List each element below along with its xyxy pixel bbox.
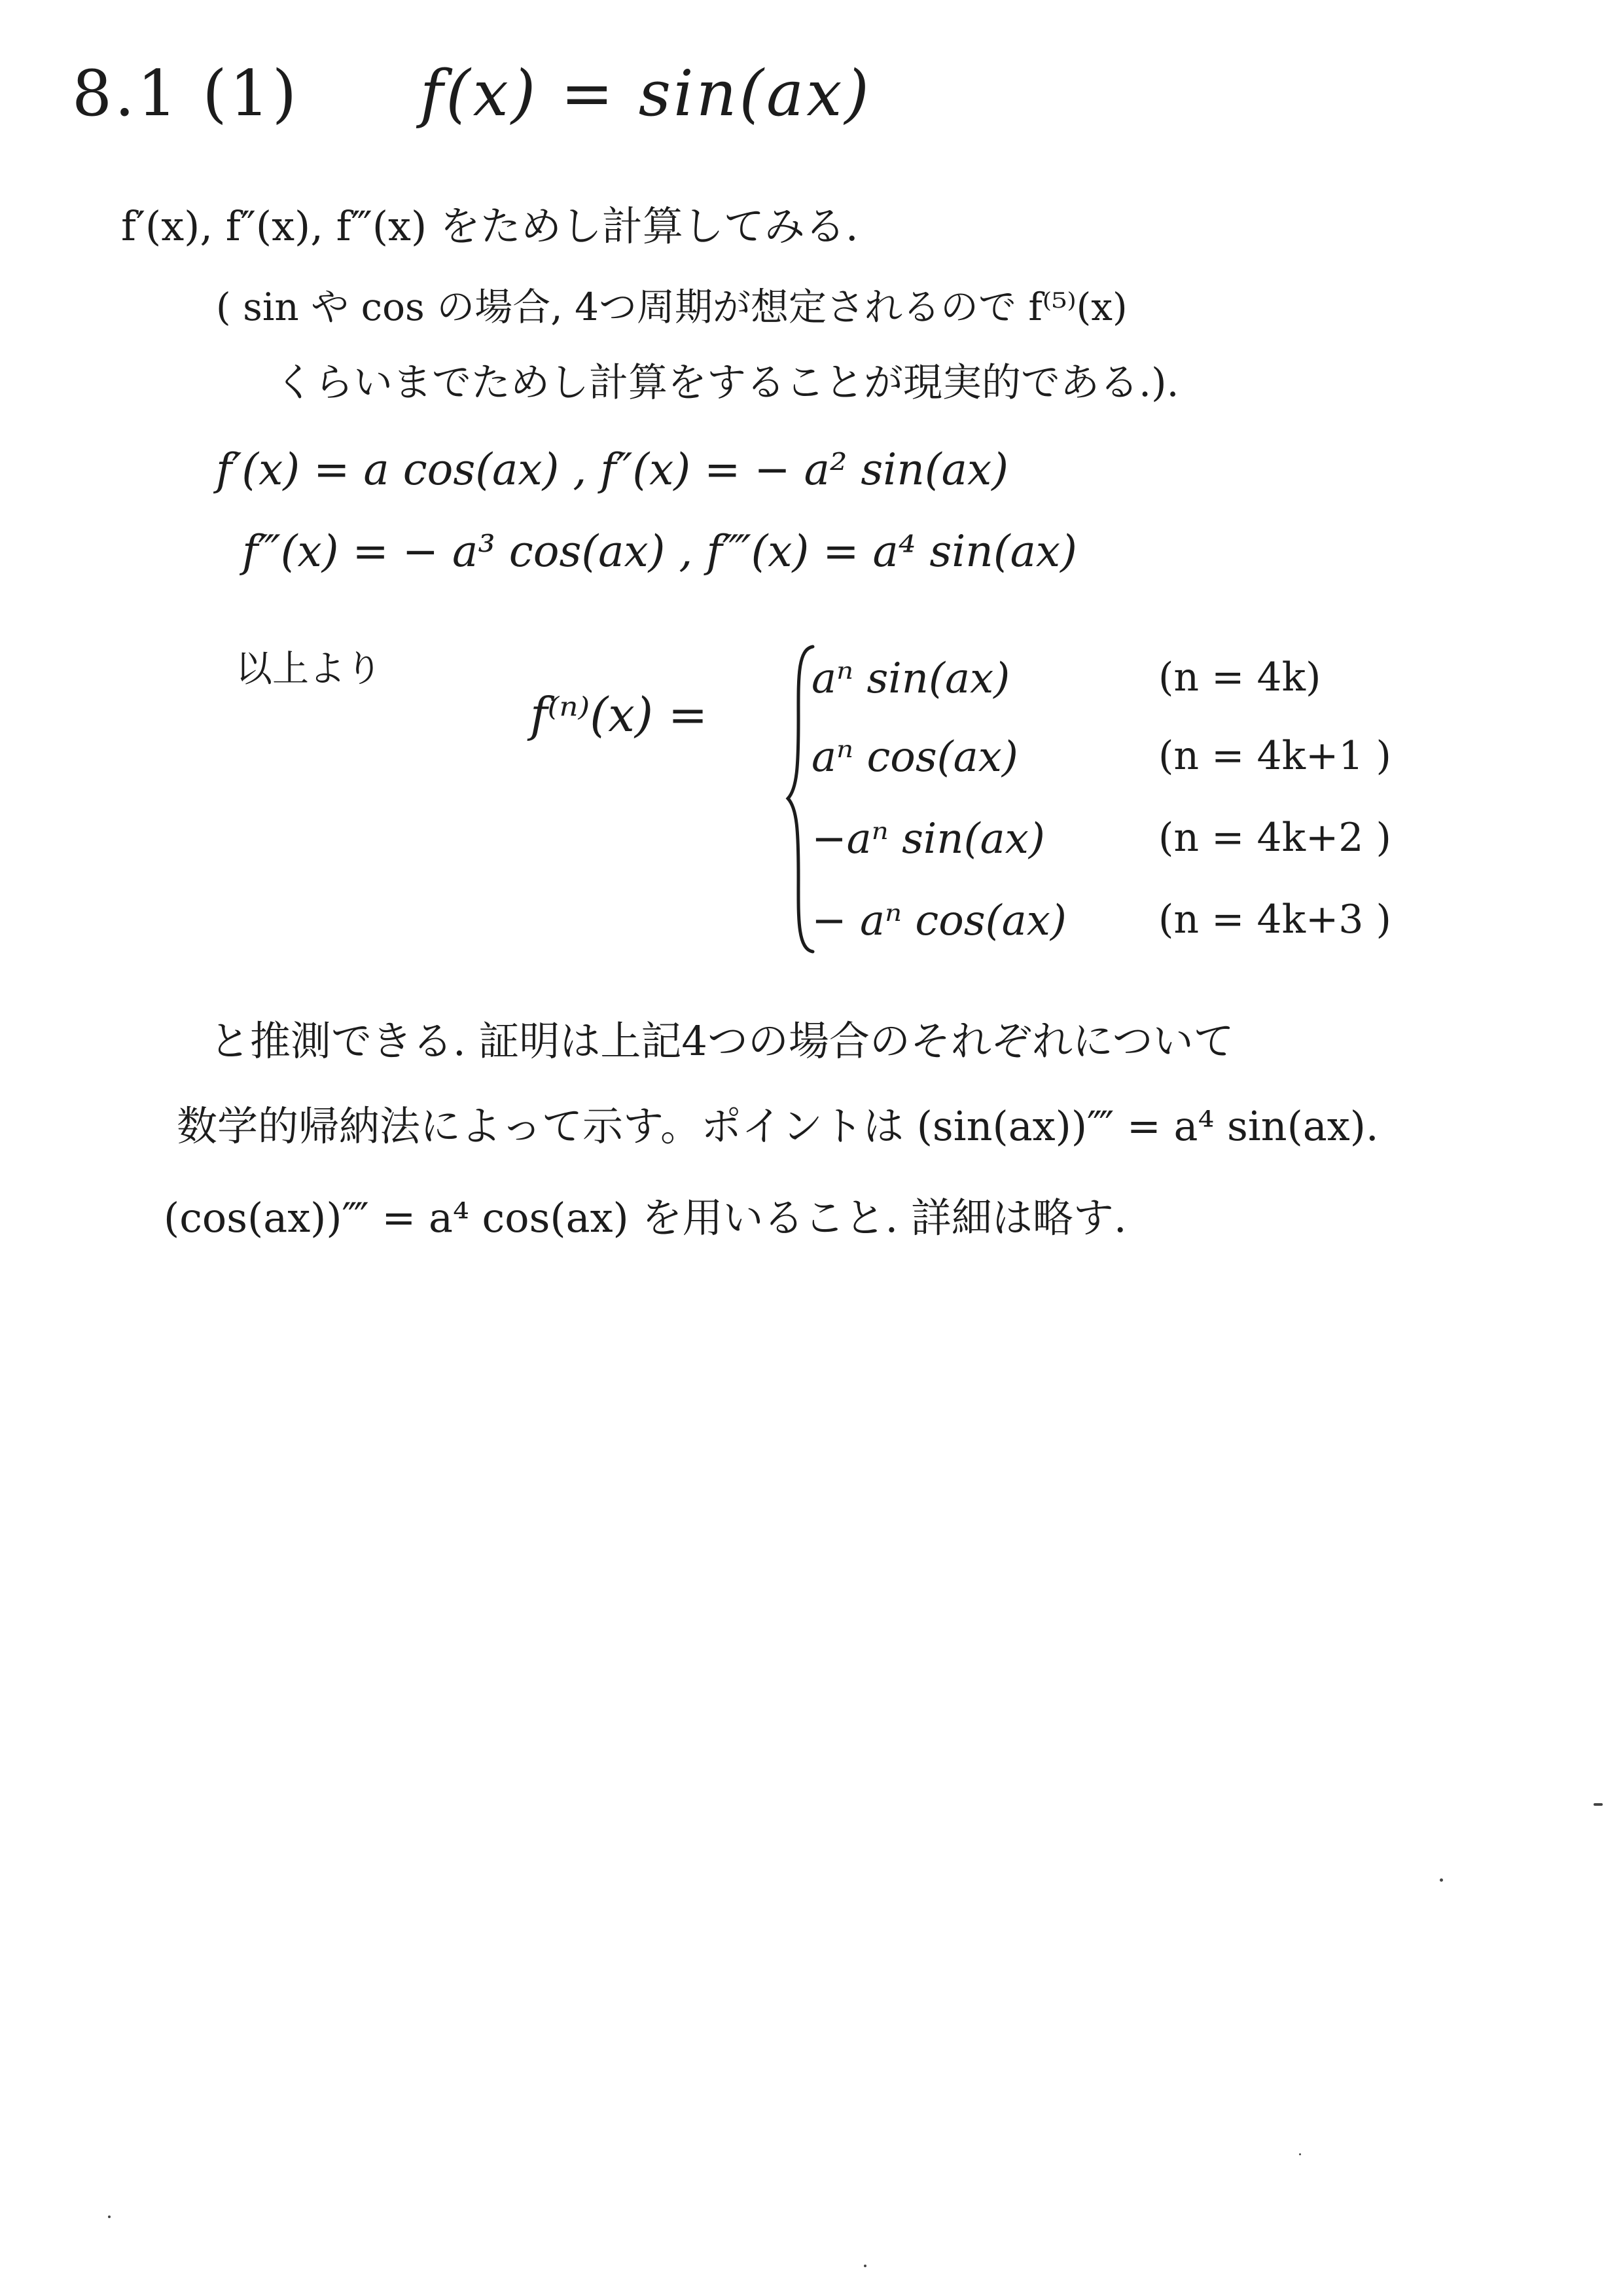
piecewise-cases	[785, 641, 1391, 956]
case-row	[812, 655, 1321, 703]
problem-number: 8.1 (1)	[72, 57, 300, 130]
paper-speck	[1594, 1803, 1603, 1806]
paper-speck	[864, 2265, 866, 2267]
paper-speck	[1440, 1878, 1443, 1882]
derivative-line-1: f′(x) = a cos(ax) , f″(x) = − a² sin(ax)	[216, 444, 1008, 495]
note-line-2: くらいまでためし計算をすることが現実的である.).	[275, 360, 1179, 406]
case-condition: (n = 4k+1 )	[1158, 733, 1391, 779]
paper-speck	[1299, 2153, 1301, 2155]
nth-derivative-lhs: f⁽ⁿ⁾(x) =	[530, 687, 708, 742]
intro-line: f′(x), f″(x), f‴(x) をためし計算してみる.	[121, 202, 859, 250]
conclusion-line-1: と推測できる. 証明は上記4つの場合のそれぞれについて	[209, 1017, 1234, 1065]
paper-speck	[108, 2215, 111, 2218]
problem-function: f(x) = sin(ax)	[419, 57, 872, 130]
case-row	[812, 897, 1391, 945]
case-expression: − aⁿ cos(ax)	[812, 897, 1067, 945]
case-condition: (n = 4k+2 )	[1158, 815, 1391, 861]
case-condition: (n = 4k)	[1158, 655, 1321, 700]
derivative-line-2: f‴(x) = − a³ cos(ax) , f⁗(x) = a⁴ sin(ax)	[242, 526, 1077, 577]
problem-header	[72, 57, 872, 130]
case-row	[812, 733, 1391, 781]
conclusion-line-3: (cos(ax))⁗ = a⁴ cos(ax) を用いること. 詳細は略す.	[164, 1194, 1127, 1242]
therefore-label: 以上より	[236, 648, 382, 691]
case-condition: (n = 4k+3 )	[1158, 897, 1391, 942]
case-expression: −aⁿ sin(ax)	[812, 815, 1045, 863]
case-expression: aⁿ cos(ax)	[812, 733, 1018, 781]
note-line-1: ( sin や cos の場合, 4つ周期が想定されるので f⁽⁵⁾(x)	[216, 285, 1128, 329]
conclusion-line-2: 数学的帰納法によって示す。ポイントは (sin(ax))⁗ = a⁴ sin(ax).	[177, 1102, 1379, 1150]
case-expression: aⁿ sin(ax)	[812, 655, 1010, 703]
case-row	[812, 815, 1391, 863]
